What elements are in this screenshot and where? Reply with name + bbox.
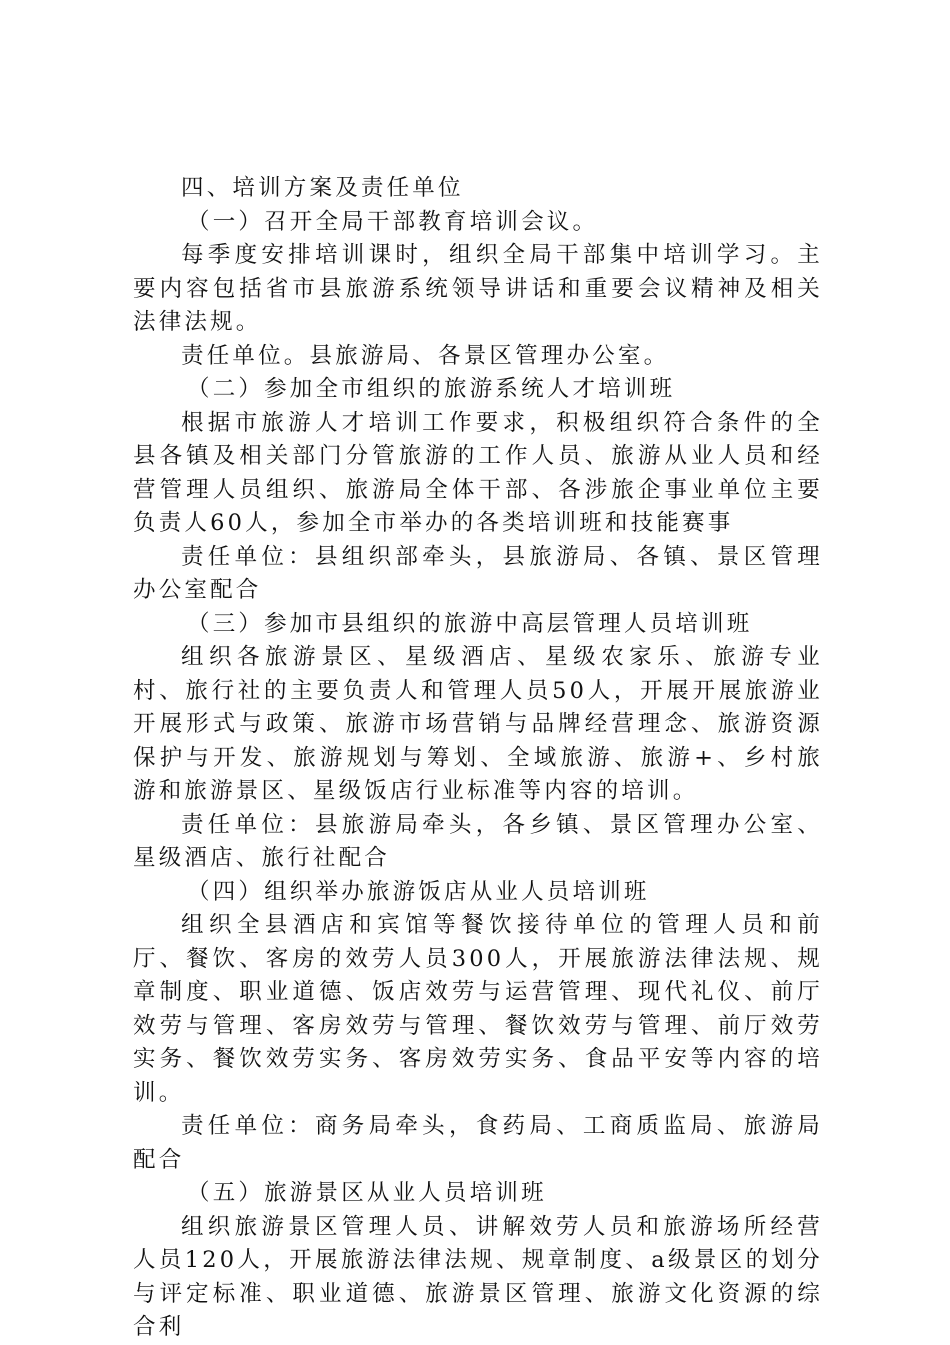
paragraph: 根据市旅游人才培训工作要求，积极组织符合条件的全县各镇及相关部门分管旅游的工作人员、旅游从业人员和经营管理人员组织、旅游局全体干部、各涉旅企事业单位主要负责人60人，参加全市举办的各类培训班和技能赛事 (133, 409, 823, 536)
section-heading: 四、培训方案及责任单位 (181, 175, 464, 201)
responsibility-line: 责任单位：县组织部牵头，县旅游局、各镇、景区管理办公室配合 (133, 543, 823, 603)
paragraph: 组织旅游景区管理人员、讲解效劳人员和旅游场所经营人员120人，开展旅游法律法规、规章制度、a级景区的划分与评定标准、职业道德、旅游景区管理、旅游文化资源的综合利 (133, 1213, 823, 1340)
subsection-title: （四）组织举办旅游饭店从业人员培训班 (187, 878, 650, 905)
responsibility-line: 责任单位。县旅游局、各景区管理办公室。 (181, 342, 670, 369)
paragraph: 组织各旅游景区、星级酒店、星级农家乐、旅游专业村、旅行社的主要负责人和管理人员50人，开展开展旅游业开展形式与政策、旅游市场营销与品牌经营理念、旅游资源保护与开发、旅游规划与筹划、全域旅游、旅游+、乡村旅游和旅游景区、星级饭店行业标准等内容的培训。 (133, 644, 823, 804)
responsibility-line: 责任单位：县旅游局牵头，各乡镇、景区管理办公室、星级酒店、旅行社配合 (133, 811, 823, 871)
paragraph: 每季度安排培训课时，组织全局干部集中培训学习。主要内容包括省市县旅游系统领导讲话和重要会议精神及相关法律法规。 (133, 242, 823, 335)
subsection-title: （五）旅游景区从业人员培训班 (187, 1180, 547, 1206)
subsection-title: （一）召开全局干部教育培训会议。 (187, 208, 599, 235)
subsection-title: （三）参加市县组织的旅游中高层管理人员培训班 (187, 610, 753, 637)
paragraph: 组织全县酒店和宾馆等餐饮接待单位的管理人员和前厅、餐饮、客房的效劳人员300人，开展旅游法律法规、规章制度、职业道德、饭店效劳与运营管理、现代礼仪、前厅效劳与管理、客房效劳与管理、餐饮效劳与管理、前厅效劳实务、餐饮效劳实务、客房效劳实务、食品平安等内容的培训。 (133, 912, 823, 1106)
responsibility-line: 责任单位：商务局牵头，食药局、工商质监局、旅游局配合 (133, 1113, 823, 1173)
document-content (133, 172, 823, 1345)
subsection-title: （二）参加全市组织的旅游系统人才培训班 (187, 376, 676, 402)
